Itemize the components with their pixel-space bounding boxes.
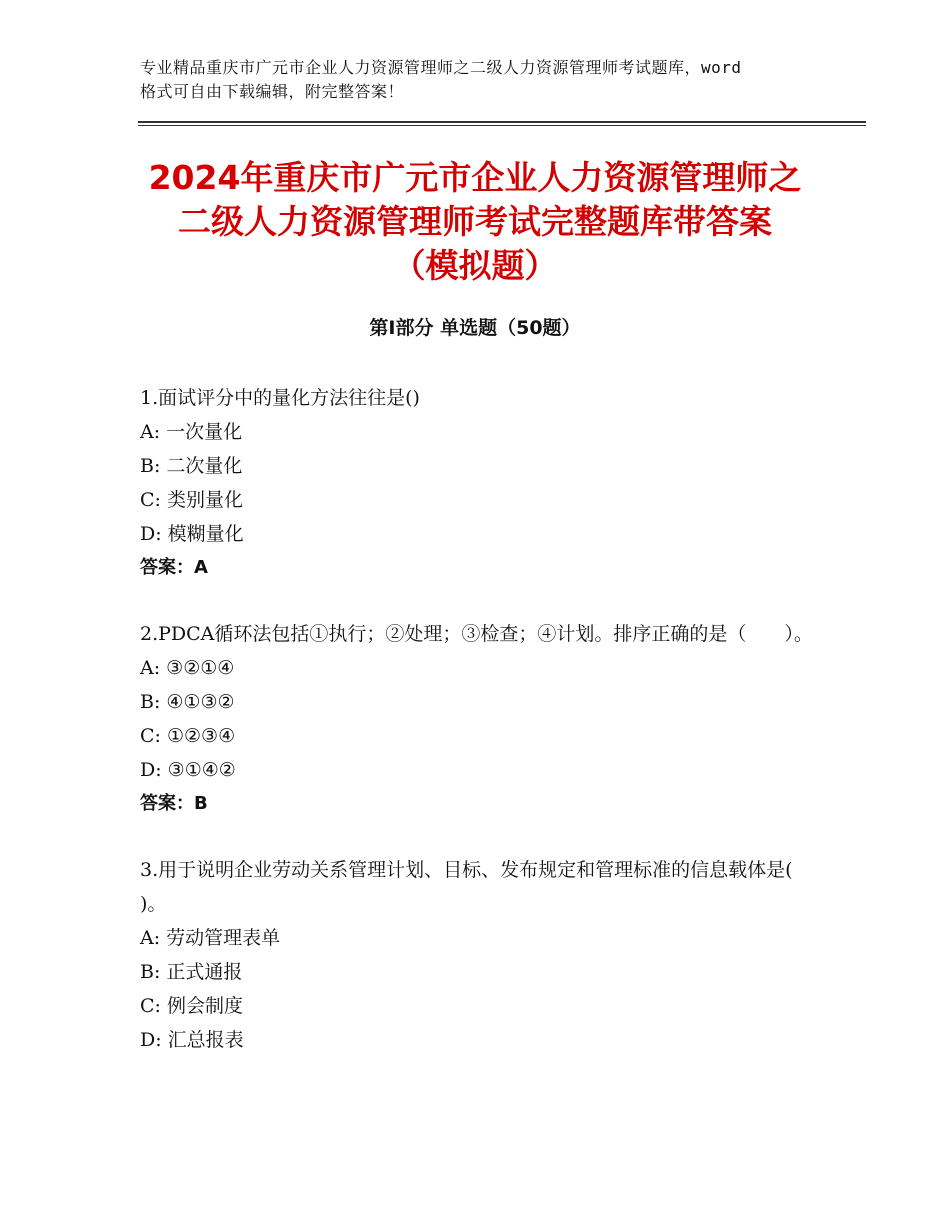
option-c: C: 例会制度: [140, 995, 243, 1017]
option-d: D: 汇总报表: [140, 1029, 244, 1051]
header-divider-thin: [138, 125, 866, 126]
header-note-line-1: 专业精品重庆市广元市企业人力资源管理师之二级人力资源管理师考试题库，word: [140, 58, 742, 77]
option-b: B: ④①③②: [140, 691, 235, 713]
option-b: B: 正式通报: [140, 961, 243, 983]
question-1: [140, 381, 820, 585]
document-title: [80, 156, 870, 288]
question-2: [140, 617, 820, 821]
answer-label: 答案：A: [140, 557, 208, 578]
question-list: [140, 380, 820, 1089]
option-a: A: 劳动管理表单: [140, 927, 281, 949]
option-b: B: 二次量化: [140, 455, 243, 477]
title-line-2: 二级人力资源管理师考试完整题库带答案: [178, 202, 772, 241]
title-line-1: 2024年重庆市广元市企业人力资源管理师之: [148, 158, 802, 197]
answer-label: 答案：B: [140, 793, 208, 814]
header-note-line-2: 格式可自由下载编辑，附完整答案！: [140, 82, 405, 101]
option-a: A: 一次量化: [140, 421, 243, 443]
option-d: D: ③①④②: [140, 759, 236, 781]
option-c: C: 类别量化: [140, 489, 243, 511]
document-header-note: [140, 56, 840, 104]
header-divider-thick: [138, 121, 866, 123]
option-c: C: ①②③④: [140, 725, 236, 747]
question-stem: 1.面试评分中的量化方法往往是(): [140, 387, 420, 409]
section-heading: 第Ⅰ部分 单选题（50题）: [369, 317, 581, 339]
question-stem: 3.用于说明企业劳动关系管理计划、目标、发布规定和管理标准的信息载体是( )。: [140, 859, 793, 915]
option-a: A: ③②①④: [140, 657, 235, 679]
question-stem: 2.PDCA循环法包括①执行；②处理；③检查；④计划。排序正确的是（ ）。: [140, 623, 813, 645]
title-line-3: （模拟题）: [392, 246, 558, 285]
question-3: [140, 853, 820, 1057]
option-d: D: 模糊量化: [140, 523, 244, 545]
